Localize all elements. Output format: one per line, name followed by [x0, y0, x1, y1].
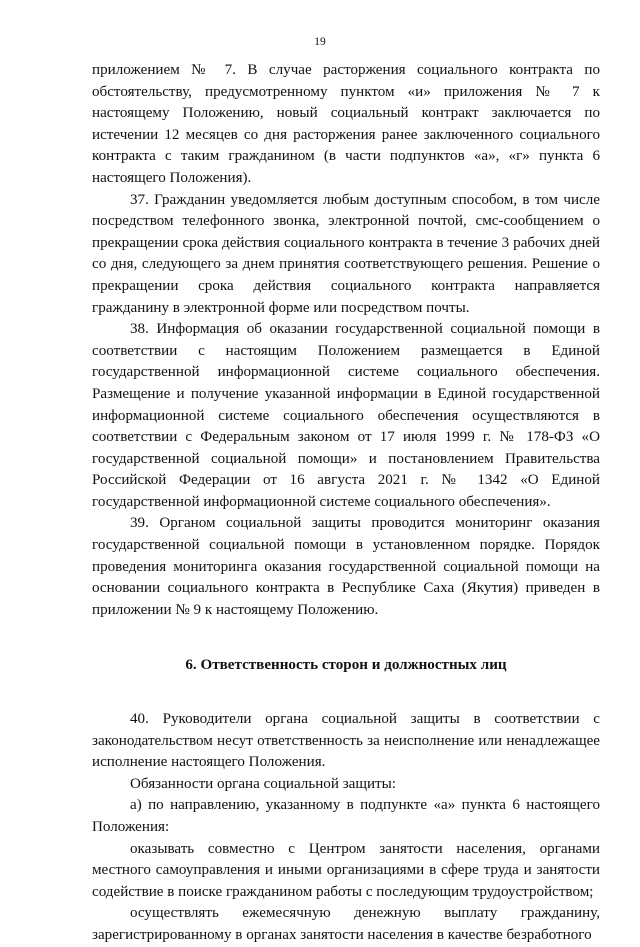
duties-intro: Обязанности органа социальной защиты:	[130, 775, 396, 792]
section-heading: 6. Ответственность сторон и должностных лиц	[185, 657, 507, 674]
paragraph-40: 40. Руководители органа социальной защиты в соответствии с законодательством несут ответственность за неисполнение или ненадлежащее исполнение настоящего Положения.	[92, 711, 600, 771]
paragraph-36-continuation: приложением № 7. В случае расторжения социального контракта по обстоятельству, предусмотренному пунктом «и» приложения № 7 к настоящему Положению, новый социальный контракт заключается по истечении 12 месяцев со дня расторжения ранее заключенного социального контракта с таким гражданином (в части подпунктов «а», «г» пункта 6 настоящего Положения).	[92, 62, 600, 186]
paragraph-38: 38. Информация об оказании государственной социальной помощи в соответствии с настоящим Положением размещается в Единой государственной информационной системе социального обеспечения. Размещение и получение указанной информации в Единой государственной информационной системе социального обеспечения осуществляются в соответствии с Федеральным законом от 17 июля 1999 г. № 178-ФЗ «О государственной социальной помощи» и постановлением Правительства Российской Федерации от 16 августа 2021 г. № 1342 «О Единой государственной информационной системе социального обеспечения».	[92, 321, 600, 510]
page-number: 19	[314, 36, 326, 48]
duty-item-a: а) по направлению, указанному в подпункте «а» пункта 6 настоящего Положения:	[92, 797, 600, 835]
document-body	[92, 60, 600, 947]
duty-subitem-assist: оказывать совместно с Центром занятости населения, органами местного самоуправления и иными организациями в сфере труда и занятости содействие в поиске гражданином работы с последующим трудоустройством;	[92, 840, 600, 900]
paragraph-39: 39. Органом социальной защиты проводится мониторинг оказания государственной социальной помощи в установленном порядке. Порядок проведения мониторинга оказания государственной социальной помощи на основании социального контракта в Республике Саха (Якутия) приведен в приложении № 9 к настоящему Положению.	[92, 515, 600, 618]
paragraph-37: 37. Гражданин уведомляется любым доступным способом, в том числе посредством телефонного звонка, электронной почтой, смс-сообщением о прекращении срока действия социального контракта в течение 3 рабочих дней со дня, следующего за днем принятия соответствующего решения. Решение о прекращении срока действия социального контракта направляется гражданину в электронной форме или посредством почты.	[92, 191, 600, 316]
duty-subitem-payment: осуществлять ежемесячную денежную выплату гражданину, зарегистрированному в органах занятости населения в качестве безработного	[92, 905, 600, 943]
